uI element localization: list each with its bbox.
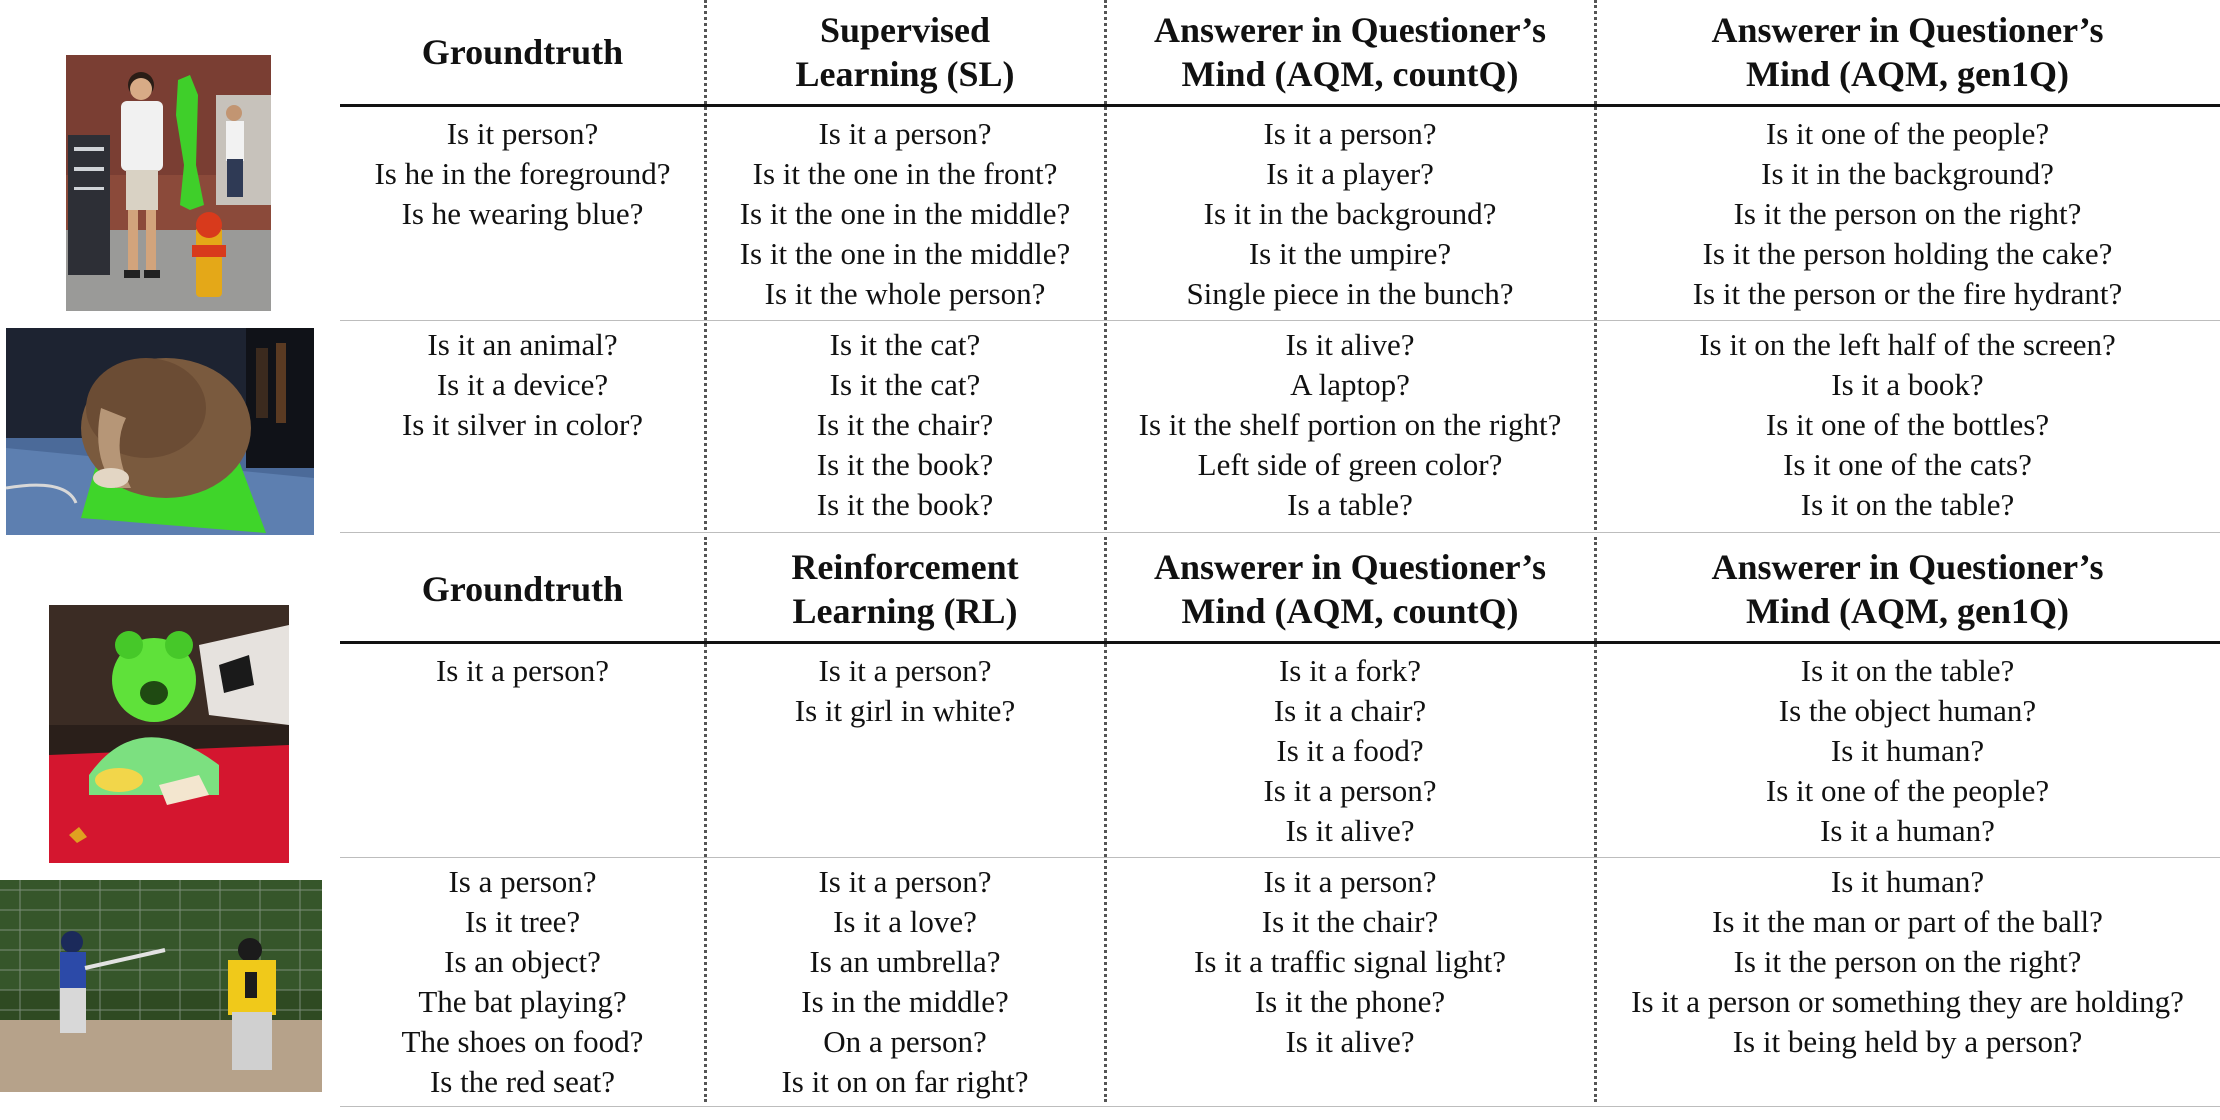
cell-method-2: Is it the cat? Is it the cat? Is it the chair? Is it the book? Is it the book? [816,327,994,522]
cell-groundtruth: Is a person? Is it tree? Is an object? The bat playing? The shoes on food? Is the red seat? [401,864,644,1099]
column-divider [1594,0,1597,530]
cell-method-2: Is it a person? Is it the one in the front? Is it the one in the middle? Is it the one in the middle? Is it the whole person? [739,116,1071,311]
cell-aqm-gen1q: Is it one of the people? Is it in the background? Is it the person on the right? Is it the person holding the cake? Is it the person or the fire hydrant? [1692,116,2123,311]
column-divider [704,0,707,530]
cell-method-2: Is it a person? Is it a love? Is an umbrella? Is in the middle? On a person? Is it on on far right? [781,864,1029,1099]
cell-aqm-countq: Is it a person? Is it a player? Is it in the background? Is it the umpire? Single piece in the bunch? [1186,116,1514,311]
header-groundtruth: Groundtruth [421,32,624,72]
header-method-2: Supervised Learning (SL) [795,10,1015,94]
cat-on-laptop-photo [6,328,314,535]
cell-aqm-countq: Is it a person? Is it the chair? Is it a traffic signal light? Is it the phone? Is it alive? [1194,864,1506,1059]
table-row [340,858,2220,1107]
cell-aqm-gen1q: Is it human? Is it the man or part of the ball? Is it the person on the right? Is it a person or something they are holding? Is it being held by a person? [1631,864,2184,1059]
cell-groundtruth: Is it person? Is he in the foreground? Is he wearing blue? [374,116,671,231]
cell-method-2: Is it a person? Is it girl in white? [794,653,1016,728]
comparison-table-1 [340,0,2220,533]
cell-aqm-countq: Is it a fork? Is it a chair? Is it a food? Is it a person? Is it alive? [1263,653,1437,848]
header-aqm-countq: Answerer in Questioner’s Mind (AQM, countQ) [1154,547,1546,631]
header-aqm-gen1q: Answerer in Questioner’s Mind (AQM, gen1Q) [1711,547,2104,631]
column-divider [1104,537,1107,1102]
table-row [340,644,2220,858]
table-row [340,107,2220,321]
cell-aqm-gen1q: Is it on the left half of the screen? Is it a book? Is it one of the bottles? Is it one of the cats? Is it on the table? [1699,327,2116,522]
cell-aqm-gen1q: Is it on the table? Is the object human? Is it human? Is it one of the people? Is it a human? [1765,653,2050,848]
header-aqm-gen1q: Answerer in Questioner’s Mind (AQM, gen1Q) [1711,10,2104,94]
column-divider [1594,537,1597,1102]
table-header [340,0,2220,107]
comparison-table-2 [340,537,2220,1107]
header-aqm-countq: Answerer in Questioner’s Mind (AQM, countQ) [1154,10,1546,94]
cell-groundtruth: Is it an animal? Is it a device? Is it silver in color? [401,327,644,442]
child-at-table-photo [49,605,289,863]
cell-groundtruth: Is it a person? [435,653,610,688]
header-groundtruth: Groundtruth [421,569,624,609]
baseball-players-photo [0,880,322,1092]
table-row [340,321,2220,533]
column-divider [704,537,707,1102]
column-divider [1104,0,1107,530]
person-with-fire-hydrant-photo [66,55,271,311]
header-method-2: Reinforcement Learning (RL) [791,547,1019,631]
cell-aqm-countq: Is it alive? A laptop? Is it the shelf portion on the right? Left side of green color? Is a table? [1138,327,1562,522]
table-header [340,537,2220,644]
